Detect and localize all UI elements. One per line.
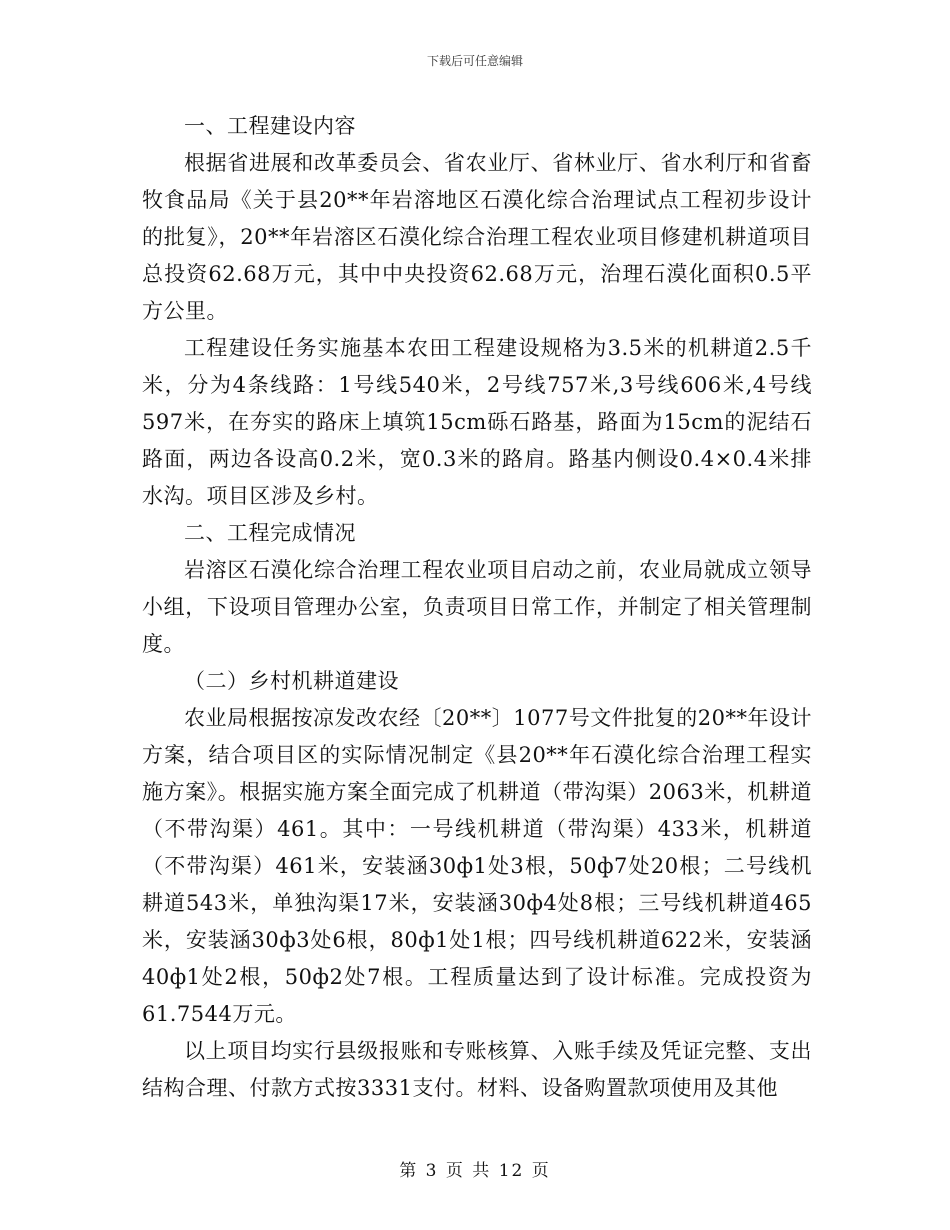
section-heading-1: 一、工程建设内容 [184,114,356,138]
page-header: 下载后可任意编辑 [426,54,523,68]
subsection-heading: （二）乡村机耕道建设 [184,669,399,693]
paragraph-organization: 岩溶区石漠化综合治理工程农业项目启动之前，农业局就成立领导小组，下设项目管理办公室，负责项目日常工作，并制定了相关管理制度。 [142,558,812,656]
page-footer: 第 3 页 共 12 页 [399,1161,551,1181]
paragraph-approval: 根据省进展和改革委员会、省农业厅、省林业厅、省水利厅和省畜牧食品局《关于县20**年岩溶地区石漠化综合治理试点工程初步设计的批复》，20**年岩溶区石漠化综合治理工程农业项目修建机耕道项目总投资62.68万元，其中中央投资62.68万元，治理石漠化面积0.5平方公里。 [142,151,812,323]
document-body [142,108,812,1107]
paragraph-task: 工程建设任务实施基本农田工程建设规格为3.5米的机耕道2.5千米，分为4条线路：1号线540米，2号线757米,3号线606米,4号线597米，在夯实的路床上填筑15cm砾石路基，路面为15cm的泥结石路面，两边各设高0.2米，宽0.3米的路肩。路基内侧设0.4×0.4米排水沟。项目区涉及乡村。 [142,336,812,508]
section-heading-2: 二、工程完成情况 [184,521,356,545]
paragraph-construction: 农业局根据按凉发改农经〔20**〕1077号文件批复的20**年设计方案，结合项目区的实际情况制定《县20**年石漠化综合治理工程实施方案》。根据实施方案全面完成了机耕道（带沟渠）2063米，机耕道（不带沟渠）461。其中：一号线机耕道（带沟渠）433米，机耕道（不带沟渠）461米，安装涵30ф1处3根，50ф7处20根；二号线机耕道543米，单独沟渠17米，安装涵30ф4处8根；三号线机耕道465米，安装涵30ф3处6根，80ф1处1根；四号线机耕道622米，安装涵40ф1处2根，50ф2处7根。工程质量达到了设计标准。完成投资为61.7544万元。 [142,706,812,1026]
paragraph-accounting: 以上项目均实行县级报账和专账核算、入账手续及凭证完整、支出结构合理、付款方式按3331支付。材料、设备购置款项使用及其他 [142,1039,812,1100]
